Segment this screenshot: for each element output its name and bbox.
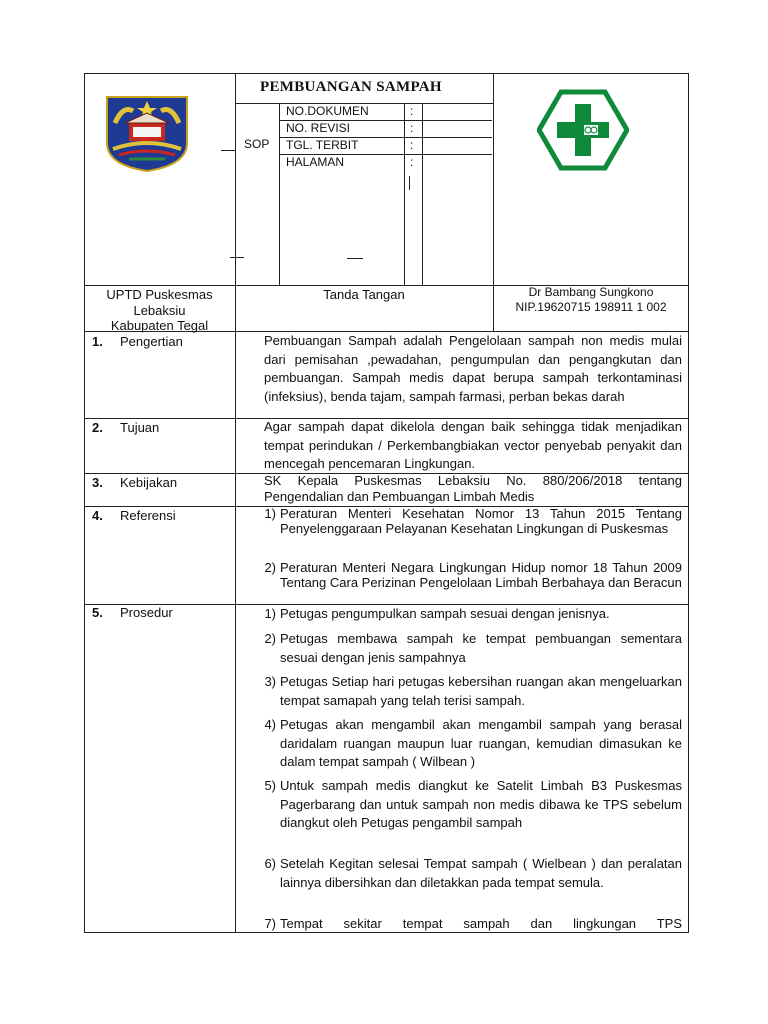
section-label-prosedur: Prosedur <box>120 605 173 620</box>
section-number: 2. <box>92 420 103 435</box>
document-title: PEMBUANGAN SAMPAH <box>260 79 442 95</box>
section-label-tujuan: Tujuan <box>120 420 160 435</box>
field-separator: : <box>410 104 414 118</box>
section-text-pengertian: Pembuangan Sampah adalah Pengelolaan sampah non medis mulai dari pemisahan ,pewadahan, pengumpulan dan pengangkutan dan pembuangan. Sampah medis dapat berupa sampah terkontaminasi (infeksius), benda tajam, sampah farmasi, perban bekas darah <box>264 333 682 404</box>
list-number: 3) <box>264 674 276 689</box>
section-number: 3. <box>92 475 103 490</box>
list-number: 2) <box>264 560 276 575</box>
list-number: 6) <box>264 856 276 871</box>
section-number: 1. <box>92 334 103 349</box>
field-no-dokumen: NO.DOKUMEN <box>286 104 369 118</box>
list-text: Peraturan Menteri Negara Lingkungan Hidup nomor 18 Tahun 2009 Tentang Cara Perizinan Pengelolaan Limbah Berbahaya dan Beracun <box>280 560 682 590</box>
green-cross-health-logo <box>537 88 629 172</box>
list-number: 1) <box>264 606 276 621</box>
org-name-line3: Kabupaten Tegal <box>110 318 209 333</box>
list-text: Petugas pengumpulkan sampah sesuai dengan jenisnya. <box>280 606 610 621</box>
signatory-nip: NIP.19620715 198911 1 002 <box>515 300 667 314</box>
section-label-kebijakan: Kebijakan <box>120 475 178 490</box>
list-text: Petugas akan mengambil akan mengambil sampah yang berasal daridalam ruangan maupun luar ruangan, kemudian dimasukan ke dalam tempat sampah ( Wilbean ) <box>280 717 682 769</box>
field-tgl-terbit: TGL. TERBIT <box>286 138 359 152</box>
section-label-referensi: Referensi <box>120 508 176 523</box>
list-text: Tempat sekitar tempat sampah dan lingkungan TPS <box>280 916 682 931</box>
section-text-tujuan: Agar sampah dapat dikelola dengan baik sehingga tidak menjadikan tempat perindukan / Perkembangbiakan vector penyebab penyakit dan mencegah pencemaran Lingkungan. <box>264 419 682 471</box>
signatory-name: Dr Bambang Sungkono <box>528 285 654 299</box>
sop-label: SOP <box>244 137 270 151</box>
section-number: 5. <box>92 605 103 620</box>
list-text: Setelah Kegitan selesai Tempat sampah ( Wielbean ) dan peralatan lainnya dibersihkan dan diletakkan pada tempat semula. <box>280 856 682 890</box>
list-number: 7) <box>264 916 276 931</box>
signature-label: Tanda Tangan <box>323 287 405 302</box>
regency-crest-logo <box>103 93 191 173</box>
list-number: 5) <box>264 778 276 793</box>
list-number: 1) <box>264 506 276 521</box>
section-label-pengertian: Pengertian <box>120 334 183 349</box>
section-text-kebijakan: SK Kepala Puskesmas Lebaksiu No. 880/206/2018 tentang Pengendalian dan Pembuangan Limbah Medis <box>264 473 682 504</box>
list-text: Petugas membawa sampah ke tempat pembuangan sementara sesuai dengan jenis sampahnya <box>280 631 682 665</box>
list-text: Untuk sampah medis diangkut ke Satelit Limbah B3 Puskesmas Pagerbarang dan untuk sampah non medis dibawa ke TPS sebelum diangkut oleh Petugas pengambil sampah <box>280 778 682 830</box>
section-number: 4. <box>92 508 103 523</box>
list-number: 4) <box>264 717 276 732</box>
list-item <box>258 915 682 932</box>
list-text: Petugas Setiap hari petugas kebersihan ruangan akan mengeluarkan tempat samapah yang telah terisi sampah. <box>280 674 682 708</box>
field-separator: : <box>410 155 414 169</box>
field-no-revisi: NO. REVISI <box>286 121 351 135</box>
field-separator: : <box>410 138 414 152</box>
field-separator: : <box>410 121 414 135</box>
list-text: Peraturan Menteri Kesehatan Nomor 13 Tahun 2015 Tentang Penyelenggaraan Pelayanan Kesehatan Lingkungan di Puskesmas <box>280 506 682 536</box>
org-name-line2: Lebaksiu <box>133 303 186 318</box>
field-halaman: HALAMAN <box>286 155 345 169</box>
list-number: 2) <box>264 631 276 646</box>
org-name-line1: UPTD Puskesmas <box>106 287 213 302</box>
